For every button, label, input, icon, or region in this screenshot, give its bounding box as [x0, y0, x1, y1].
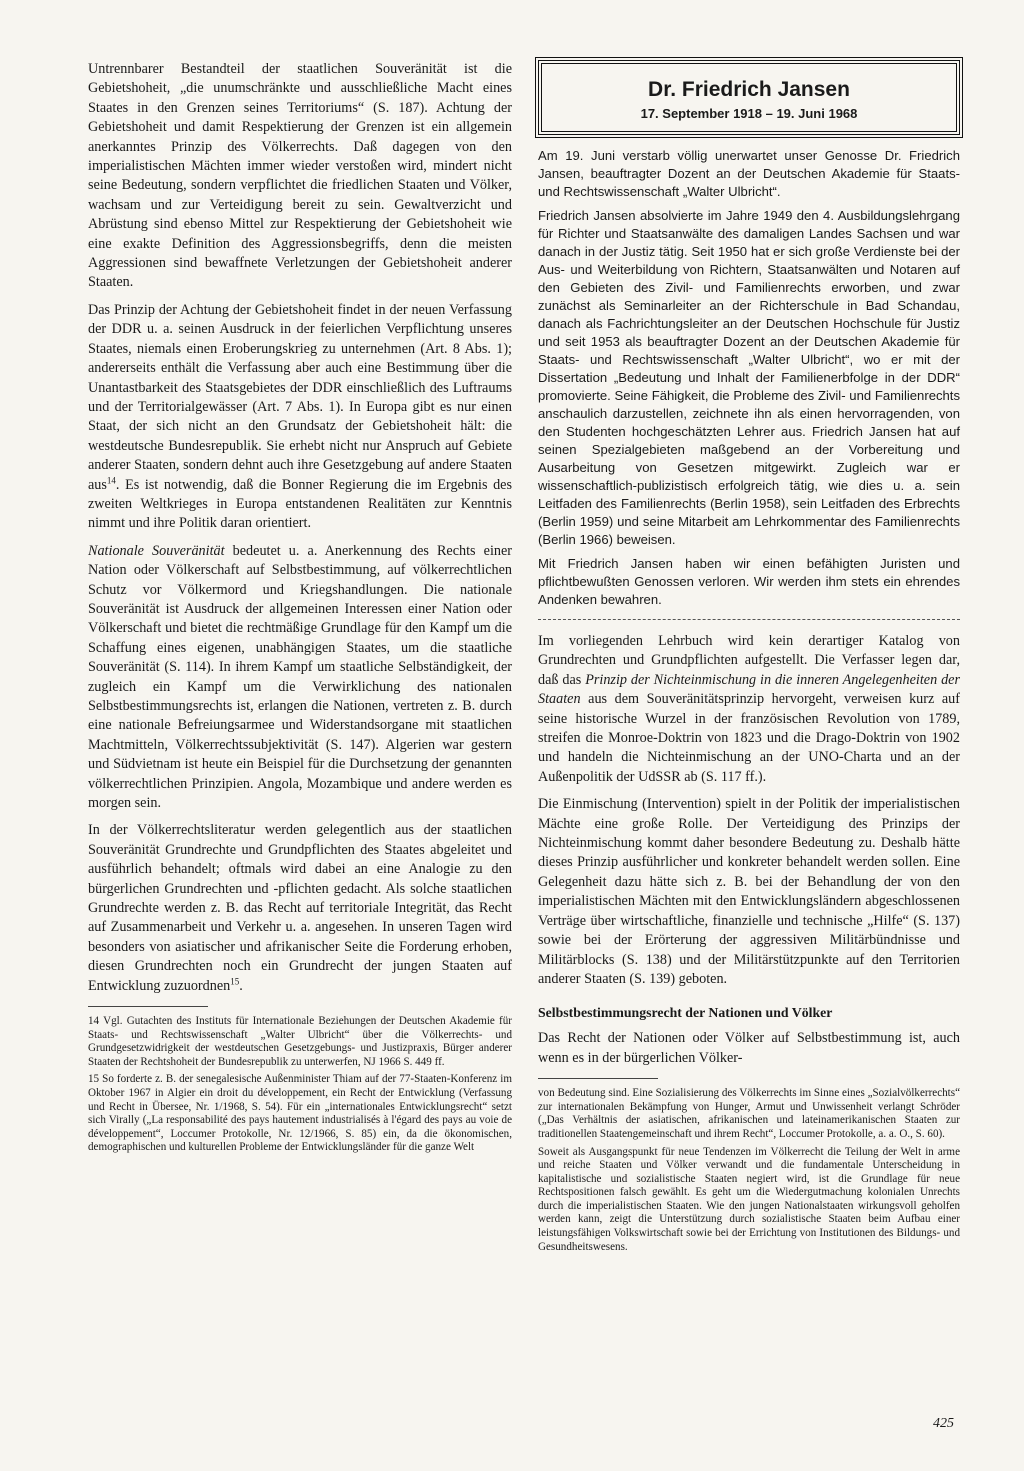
section-heading: Selbstbestimmungsrecht der Nationen und Völker	[538, 1005, 833, 1021]
paragraph-grundrechte: In der Völkerrechtsliteratur werden gelegentlich aus der staatlichen Souveränität Grundrechte und Grundpflichten des Staates abgeleitet und ausführlich behandelt; oftmals wird dabei an eine Analogie zu den bürgerlichen Grundrechten und -pflichten gedacht. Als solche staatlichen Grundrechte werden z. B. das Recht auf territoriale Integrität, das Recht auf Zusammenarbeit und Verkehr u. a. angesehen. In unseren Tagen wird besonders von asiatischer und afrikanischer Seite die Forderung erhoben, diesen Grundrechten noch ein Grundrecht der jungen Staaten auf Entwicklung zuzuordnen$^{15}$.	[88, 822, 512, 994]
footnote-15: 15 So forderte z. B. der senegalesische Außenminister Thiam auf der 77-Staaten-Konferenz im Oktober 1967 in Algier ein droit du développement, ein Recht der Entwicklung (Verfassung und Recht in Übersee, Nr. 1/1968, S. 54). Für ein „internationales Entwicklungsrecht“ setzt sich Virally („La responsabilité des pays hautement industrialisés à l'égard des pays au voie de développement“, Loccumer Protokolle, Nr. 12/1966, S. 85) ein, da die ökonomischen, demographischen und kulturellen Probleme der Entwicklungsländer für die ganze Welt	[88, 1073, 512, 1154]
footnote-continued: von Bedeutung sind. Eine Sozialisierung des Völkerrechts im Sinne eines „Sozialvölkerrechts“ zur internationalen Bekämpfung von Hunger, Armut und Unwissenheit verlangt Schröder („Das Verhältnis der asiatischen, afrikanischen und lateinamerikanischen Staaten zur traditionellen Staatengemeinschaft und ihrem Recht“, Loccumer Protokolle, a. a. O., S. 60).	[538, 1087, 960, 1140]
paragraph-text: aus dem Souveränitätsprinzip hervorgeht, verweisen kurz auf seine historische Wurzel in der französischen Revolution von 1789, streifen die Monroe-Doktrin von 1823 und die Drago-Doktrin von 1902 und handeln die Nichteinmischung an der UNO-Charta und an der Außenpolitik der UdSSR ab (S. 117 ff.).	[538, 691, 960, 785]
paragraph-nationale-souveraenitaet	[88, 542, 512, 814]
obituary-paragraph: Am 19. Juni verstarb völlig unerwartet unser Genosse Dr. Friedrich Jansen, beauftragter Dozent an der Deutschen Akademie für Staats- und Rechtswissenschaft „Walter Ulbricht“.	[538, 148, 960, 199]
right-column	[538, 60, 960, 1258]
page-number: 425	[933, 1416, 954, 1431]
footnote-continued: Soweit als Ausgangspunkt für neue Tendenzen im Völkerrecht die Teilung der Welt in arme und reiche Staaten und Völker verwandt und die fundamentale Unterscheidung in kapitalistische und sozialistische Staaten negiert wird, ist die Grundlage für neue Rechtspositionen falsch gewählt. Es geht um die Wiedergutmachung kolonialen Unrechts durch die imperialistischen Staaten. Wie den jungen Nationalstaaten wirkungsvoll geholfen werden kann, zeigt die Unterstützung durch sozialistische Staaten beim Aufbau einer leistungsfähigen Volkswirtschaft sowie bei der Errichtung von Institutionen des Bildungs- und Gesundheitswesens.	[538, 1145, 960, 1253]
left-column	[88, 60, 512, 1159]
footnote-divider	[538, 1078, 658, 1079]
footnote-ref: 14	[106, 474, 116, 485]
footnote-ref: 15	[230, 975, 240, 986]
obituary-header-box	[538, 60, 960, 135]
paragraph-text: Im vorliegenden Lehrbuch wird kein derartiger Katalog von Grundrechten und Grundpflichten aufgestellt. Die Verfasser legen dar, daß das	[538, 633, 960, 688]
paragraph-gebietshoheit: Untrennbarer Bestandteil der staatlichen Souveränität ist die Gebietshoheit, „die unumschränkte und ausschließliche Macht eines Staates in den Grenzen seines Territoriums“ (S. 187). Achtung der Gebietshoheit und damit Respektierung der Grenzen ist ein allgemein anerkanntes Prinzip des Völkerrechts. Daß dagegen von den imperialistischen Mächten immer wieder verstoßen wird, mindert nicht seine Bedeutung, sondern verpflichtet die friedlichen Staaten und Völker, wachsam und zur Verteidigung bereit zu sein. Gewaltverzicht und Abrüstung sind ebenso Mittel zur Respektierung der Gebietshoheit wie eine exakte Definition des Aggressionsbegriffs, denn die meisten Aggressionen sind bewaffnete Verletzungen der Gebietshoheit anderer Staaten.	[88, 61, 512, 291]
section-divider	[538, 619, 960, 620]
paragraph-selbstbestimmung: Das Recht der Nationen oder Völker auf Selbstbestimmung ist, auch wenn es in der bürgerlichen Völker-	[538, 1030, 960, 1066]
footnote-14: 14 Vgl. Gutachten des Instituts für Internationale Beziehungen der Deutschen Akademie für Staats- und Rechtswissenschaft „Walter Ulbricht“ über die Völkerrechts- und Grundgesetzwidrigkeit der westdeutschen Gesetzgebungs- und Justizpraxis, Bürger anderer Staaten der Rechtshoheit der Bundesrepublik zu unterwerfen, NJ 1966 S. 449 ff.	[88, 1015, 512, 1068]
footnote-divider	[88, 1006, 208, 1007]
paragraph-text: Das Prinzip der Achtung der Gebietshoheit findet in der neuen Verfassung der DDR u. a. seinen Ausdruck in der feierlichen Verpflichtung unseres Staates, niemals einen Eroberungskrieg zu unternehmen (Art. 8 Abs. 1); andererseits enthält die Verfassung aber auch eine Bestimmung über die Unantastbarkeit des Staatsgebietes der DDR einschließlich des Luftraums und der Territorialgewässer (Art. 7 Abs. 1). In Europa gibt es nur einen Staat, der sich nicht an den Grundsatz der Gebietshoheit hält: die westdeutsche Bundesrepublik. Sie erhebt nicht nur Anspruch auf Gebiete anderer Staaten, sondern dehnt auch ihre Gesetzgebung auf andere Staaten aus	[88, 301, 512, 493]
obituary-paragraph: Friedrich Jansen absolvierte im Jahre 1949 den 4. Ausbildungslehrgang für Richter und Staatsanwälte des damaligen Landes Sachsen und war danach in der Justiz tätig. Seit 1950 hat er sich große Verdienste bei der Aus- und Weiterbildung von Richtern, Staatsanwälten und Notaren auf den Gebieten des Zivil- und Familienrechts erworben, und zwar zunächst als Seminarleiter an der Richterschule in Bad Schandau, danach als Fachrichtungsleiter an der Deutschen Hochschule für Justiz und seit 1953 als beauftragter Dozent an der Deutschen Akademie für Staats- und Rechtswissenschaft „Walter Ulbricht“, wo er mit der Dissertation „Bedeutung und Inhalt der Familienerbfolge in der DDR“ promovierte. Seine Fähigkeit, die Probleme des Zivil- und Familienrechts anschaulich darzustellen, zeichnete ihn als einen hervorragenden, von den Studenten hochgeschätzten Lehrer aus. Friedrich Jansen hat auf seinen Spezialgebieten maßgebend an der Vorbereitung und Ausarbeitung von Gesetzen mitgewirkt. Zugleich war er wissenschaftlich-publizistisch erfolgreich tätig, wie dies u. a. sein Leitfaden des Familienrechts (Berlin 1958), sein Leitfaden des Erbrechts (Berlin 1959) und seine Mitarbeit am Lehrkommentar des Familienrechts (Berlin 1966) beweisen.	[538, 208, 960, 547]
paragraph-text: In der Völkerrechtsliteratur werden gelegentlich aus der staatlichen Souveränität Grundrechte und Grundpflichten des Staates abgeleitet und ausführlich behandelt; oftmals wird dabei an eine Analogie zu den bürgerlichen Grundrechten und -pflichten gedacht. Als solche staatlichen Grundrechte werden z. B. das Recht auf territoriale Integrität, das Recht auf Zusammenarbeit und Verkehr u. a. angesehen. In unseren Tagen wird besonders von asiatischer und afrikanischer Seite die Forderung erhoben, diesen Grundrechten noch ein Grundrecht der jungen Staaten auf Entwicklung zuzuordnen	[88, 822, 512, 994]
paragraph-text: Es ist notwendig, daß die Bonner Regierung die im Ergebnis des zweiten Weltkrieges in Europa entstandenen Realitäten zur Kenntnis nimmt und ihre Politik daran orientiert.	[88, 476, 512, 532]
paragraph-ddr-verfassung: Das Prinzip der Achtung der Gebietshoheit findet in der neuen Verfassung der DDR u. a. seinen Ausdruck in der feierlichen Verpflichtung unseres Staates, niemals einen Eroberungskrieg zu unternehmen (Art. 8 Abs. 1); andererseits enthält die Verfassung aber auch eine Bestimmung über die Unantastbarkeit des Staatsgebietes der DDR einschließlich des Luftraums und der Territorialgewässer (Art. 7 Abs. 1). In Europa gibt es nur einen Staat, der sich nicht an den Grundsatz der Gebietshoheit hält: die westdeutsche Bundesrepublik. Sie erhebt nicht nur Anspruch auf Gebiete anderer Staaten, sondern dehnt auch ihre Gesetzgebung auf andere Staaten aus$^{14}$. Es ist notwendig, daß die Bonner Regierung die im Ergebnis des zweiten Weltkrieges in Europa entstandenen Realitäten zur Kenntnis nimmt und ihre Politik daran orientiert.	[88, 301, 512, 532]
paragraph-intervention: Die Einmischung (Intervention) spielt in der Politik der imperialistischen Mächte eine große Rolle. Der Verteidigung des Prinzips der Nichteinmischung kommt daher besondere Bedeutung zu. Deshalb hätte dieses Prinzip ausführlicher und konkreter behandelt werden sollen. Eine Gelegenheit dazu hätte sich z. B. bei der Behandlung der von den imperialistischen Mächten mit den Entwicklungsländern abgeschlossenen Verträge über wirtschaftliche, finanzielle und technische „Hilfe“ (S. 137) sowie bei der Erörterung der aggressiven Militärbündnisse und Militärblocks (S. 138) und der Militärstützpunkte auf den Territorien anderer Staaten (S. 139) geboten.	[538, 796, 960, 987]
obituary-name: Dr. Friedrich Jansen	[648, 78, 850, 101]
obituary-paragraph: Mit Friedrich Jansen haben wir einen befähigten Juristen und pflichtbewußten Genossen verloren. Wir werden ihm stets ein ehrendes Andenken bewahren.	[538, 556, 960, 607]
italic-lead: Nationale Souveränität	[88, 542, 225, 559]
obituary-dates: 17. September 1918 – 19. Juni 1968	[640, 106, 858, 121]
italic-phrase: Prinzip der Nichteinmischung in die inneren Angelegenheiten der Staaten	[538, 671, 960, 708]
paragraph-text: bedeutet u. a. Anerkennung des Rechts einer Nation oder Völkerschaft auf Selbstbestimmung, auf völkerrechtlichen Schutz vor Völkermord und Kriegshandlungen. Die nationale Souveränität ist Ausdruck der allgemeinen Interessen einer Nation oder Völkerschaft und bietet die rechtmäßige Grundlage für den Kampf um die Schaffung eines eigenen, unabhängigen Staates, um die staatliche Souveränität (S. 114). In ihrem Kampf um staatliche Selbständigkeit, der zugleich ein Kampf um die Verwirklichung des nationalen Selbstbestimmungsrechts ist, erlangen die Nationen, vertreten z. B. durch eine nationale Befreiungsarmee und Widerstandsorgane mit staatlichen Machtmitteln, Völkerrechtssubjektivität (S. 147). Algerien war gestern und Südvietnam ist heute ein Beispiel für die Durchsetzung der genannten völkerrechtlichen Prinzipien. Angola, Mozambique und andere werden es morgen sein.	[88, 542, 513, 812]
paragraph-nichteinmischung	[538, 632, 960, 787]
